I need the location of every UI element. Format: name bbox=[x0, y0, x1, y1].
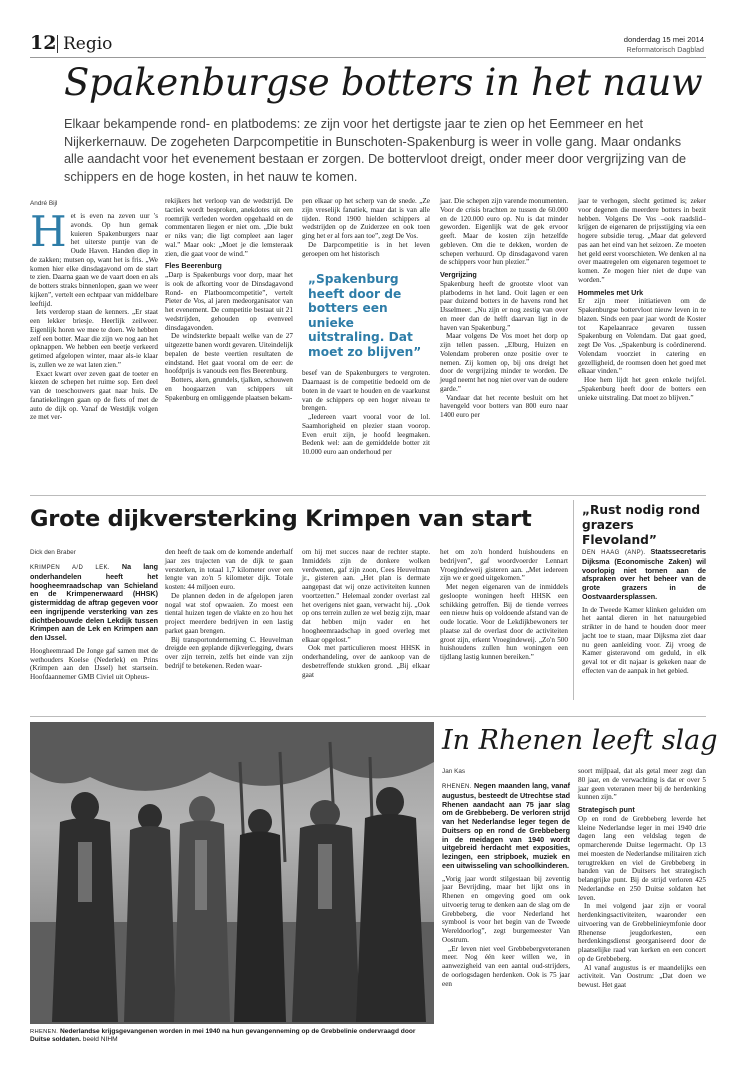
article1-lead: Elkaar bekampende rond- en platbodems: ze zijn voor het dertigste jaar te zien op het Eemmeer en het Nijkerkernauw. De zogeheten Darpcompetitie in Bunschoten-Spakenburg is weer in volle gang. Maar ondanks alle aandacht voor het evenement bestaan er zorgen. De bottervloot dreigt, onder meer door vergrijzing van de schippers en de hoge kosten, in het nauw te komen. bbox=[64, 117, 687, 184]
article1-subhead-hommeles-met-urk: Hommeles met Urk bbox=[578, 287, 644, 297]
article4-lead: Negen maanden lang, vanaf augustus, besteedt de Utrechtse stad Rhenen aandacht aan 75 jaar slag om de Grebbeberg. De verloren strijd van het Nederlandse leger tegen de Duitsers op en rond de Grebbeberg in de meidagen van 1940 wordt uitgebreid herdacht met exposities, lezingen, een stripboek, muziek en een uitwisseling van schoolkinderen. bbox=[442, 781, 571, 870]
article1-col1-p2: Iets verderop staan de kenners. „Er staat een lekker briesje. Heerlijk zeilweer. Eigenlijk horen we mee te doen. We hebben zelf een botter. Maar die zijn we nog aan het opknappen. We hebben een beetje verkeerd getimed afgelopen winter, maar als-ie klaar is, zullen we ze wat laten zien.” bbox=[30, 308, 158, 369]
article4-col2-p3: In mei volgend jaar zijn er vooral herdenkingsactiviteiten, waaronder een uitvoering van de Grebbelinieymfonie door Rhenense jeugdorkesten, een herdenkingsdienst georganiseerd door de plaatselijke raad van kerken en een concert op de Grebbeberg. bbox=[578, 902, 706, 963]
article2-col4-p2: Met negen eigenaren van de inmiddels gesloopte woningen heeft HHSK een schikking getroffen. Bij de tiende verrees een nieuw huis op voldoende afstand van de oude locatie. Voor de Lekdijkbewoners ter plaatse zal de overlast door de activiteiten groot zijn, erkent Vroegindeweij. „Zo'n 500 huishoudens zullen hun woningen een tijdlang lastig kunnen bereiken.” bbox=[440, 583, 568, 661]
article1-subhead-vergrijzing: Vergrijzing bbox=[440, 270, 477, 279]
article1-column-4 bbox=[440, 197, 568, 488]
article1-column-5 bbox=[578, 197, 706, 488]
article1-column-1 bbox=[30, 207, 158, 488]
article1-col2-p3: De windsterkte bepaalt welke van de 27 uitgezette banen wordt gevaren. Uiteindelijk bepalen de beste veertien resultaten de eindstand. Het gaat vooral om de eer: de hoofdprijs is vanouds een fles Beerenburg. bbox=[165, 332, 293, 376]
article4-col1-p3: „Er leven niet veel Grebbebergveteranen meer. Nog één keer willen we, in aanwezigheid van een aantal oud-strijders, de oorlogsdagen herdenken. Ook is 75 jaar een bbox=[442, 944, 570, 988]
section-rule-1 bbox=[30, 495, 706, 496]
article4-col2-p2: Op en rond de Grebbeberg leverde het kleine Nederlandse leger in mei 1940 drie dagen lang een veldslag tegen de opmarcherende Duitse legermacht. Op 13 mei moesten de Nederlandse militairen zich terugtrekken en viel de Grebbeberg in handen van de Duitsers het strategisch belangrijke punt. Bij de strijd verloren 425 Nederlandse en 250 Duitse soldaten het leven. bbox=[578, 814, 706, 902]
article1-column-3 bbox=[302, 197, 430, 488]
article2-col4-p1: het om zo'n honderd huishoudens en bedrijven”, gaf woordvoerder Lennart Vroegindeweij gisteren aan. „Met iedereen zijn we er goed uitgekomen.” bbox=[440, 548, 568, 583]
article1-subhead-fles-beerenburg: Fles Beerenburg bbox=[165, 261, 222, 271]
article2-column-1 bbox=[30, 562, 159, 681]
article2-dateline: KRIMPEN A/D LEK. bbox=[30, 565, 110, 571]
article1-col3-p4: „Iedereen vaart vooral voor de lol. Saamhorigheid en plezier staan voorop. Even eruit zijn, je hoofd leegmaken. Bedenk wel: aan de gemiddelde botter zit 10.000 euro aan onderhoud per bbox=[302, 413, 430, 456]
article3-dateline: DEN HAAG (ANP). bbox=[582, 550, 646, 556]
article4-column-1 bbox=[442, 782, 570, 1058]
article3-lead: Staatssecretaris Dijksma (Economische Zaken) wil voorlopig niet tornen aan de afspraken over het beheer van de grote grazers in de Oostvaardersplassen. bbox=[582, 547, 706, 601]
article1-headline: Spakenburgse botters in het nauw bbox=[64, 61, 703, 104]
article3-p2: In de Tweede Kamer klinken geluiden om het aantal dieren in het natuurgebied strikter in de hand te houden door meer jacht toe te staan, maar Dijksma ziet daar nu geen aanleiding voor. Zij vroeg de Kamer gisteravond om geduld, in elk geval tot er dit najaar is gekeken naar de effecten van de aanpak in het gebied. bbox=[582, 605, 706, 675]
article1-col2-p4: Botters, aken, grundels, tjalken, schouwen en hoogaarzen van schippers uit Spakenburg en omliggende plaatsen bekam- bbox=[165, 376, 293, 402]
header-rule bbox=[30, 57, 706, 58]
photo-caption-text: Nederlandse krijgsgevangenen worden in mei 1940 na hun gevangenneming op de Grebbelinie ondervraagd door Duitse soldaten. bbox=[30, 1028, 416, 1044]
article4-col1-p2: „Vorig jaar wordt stilgestaan bij zeventig jaar Bevrijding, maar het lijkt ons in Rhenen en omgeving goed om ook uitvoerig terug te denken aan de slag om de Grebbeberg, die voor Nederland het symbool is voor het begin van de Tweede Wereldoorlog”, zegt burgemeester Van Oostrum. bbox=[442, 874, 570, 944]
photo-caption-place: RHENEN. bbox=[30, 1029, 59, 1035]
article4-col2-p4: Al vanaf augustus is er maandelijks een activiteit. Van Oostrum: „Dat doen we bewust. Het gaat bbox=[578, 963, 706, 989]
photo-caption bbox=[30, 1028, 434, 1044]
section-label: Regio bbox=[63, 34, 113, 54]
drop-cap: H bbox=[30, 207, 67, 256]
photo-credit: beeld NIHM bbox=[82, 1036, 118, 1044]
article1-col4-p4: Vandaar dat het recente besluit om het havengeld voor botters van 800 euro naar 1400 euro per bbox=[440, 393, 568, 419]
article1-col5-p1: jaar te verhogen, slecht getimed is; zeker voor degenen die meerdere botters in bezit hebben. Volgens De Vos –ook raadslid– krijgen de eigenaren de prijsstijging via een hogere subsidie terug. „Maar dat geleverd pas aan het eind van het seizoen. Ze moeten het geld eerst voorschieten. We denken al na over maatregelen om eigenaren tegemoet te komen. Ze mogen hier niet de dupe van worden.” bbox=[578, 197, 706, 284]
article1-byline: André Bijl bbox=[30, 200, 58, 207]
pull-quote: „Spakenburg heeft door de botters een unieke uitstraling. Dat moet zo blijven” bbox=[308, 272, 422, 359]
header-divider bbox=[57, 35, 58, 53]
article1-col1-intro: et is even na zeven uur 's avonds. Op hun gemak kuieren Spakenburgers naar het uiterste puntje van de Oude Haven. Handen diep in de zakken; mutsen op, want het is fris. „We komen hier elke dinsdagavond om de start te zien. Daarna gaan we de vaart doen en als de botters straks binnenlopen, gaan we weer kijken”, vertelt een echtpaar van middelbare leeftijd. bbox=[30, 212, 158, 308]
article1-col3-p3: besef van de Spakenburgers te vergroten. Daarnaast is de competitie bedoeld om de boten in de vaart te houden en de vaarkunst van de schippers op een hoger niveau te brengen. bbox=[302, 369, 430, 413]
page-number: 12 bbox=[30, 32, 57, 54]
section-rule-2 bbox=[30, 716, 706, 717]
article2-column-2 bbox=[165, 548, 293, 673]
article1-col2-p2: „Darp is Spakenburgs voor dorp, maar het is ook de afkorting voor de Dinsdagavond Rond- en Platboomcompetitie”, vertelt Pieter de Vos, al jaren medeorganisator van het evenement. De competitie bestaat uit 21 wedstrijden, gehouden op evenveel dinsdagavonden. bbox=[165, 271, 293, 332]
article2-column-4 bbox=[440, 548, 568, 673]
article2-col2-p2: De plannen deden in de afgelopen jaren nogal wat stof opwaaien. Zo moest een tiental huizen tegen de vlakte en zo hou het project meerdere bedrijven in een lastig parket gaan brengen. bbox=[165, 591, 293, 635]
article3-headline: „Rust nodig rond grazers Flevoland” bbox=[582, 503, 701, 547]
article4-col2-p1: soort mijlpaal, dat als getal meer zegt dan 80 jaar, en de verwachting is dat er over 5 jaar geen veteranen meer bij de herdenking kunnen zijn.” bbox=[578, 767, 706, 802]
article1-col5-p3: Hoe hem lijdt het geen enkele twijfel. „Spakenburg heeft door de botters een unieke uitstraling. Dat moet zo blijven.” bbox=[578, 376, 706, 402]
article1-col2-p1: rekijkers het verloop van de wedstrijd. De tactiek wordt besproken, anekdotes uit een roemrijk verleden worden opgehaald en de commentaren liegen er niet om. „Die bukt er niks van; die ligt compleet aan lager wal.” Maar ook: „Moet je die lemsteraak zien, die gaat voor de wind.” bbox=[165, 197, 293, 258]
article2-col2-p1: den heeft de taak om de komende anderhalf jaar zes trajecten van de dijk te gaan versterken, in totaal 1,7 kilometer over een lengte van zo'n 5 kilometer dijk. Totale kosten: 44 miljoen euro. bbox=[165, 548, 293, 591]
article1-col4-p2: Spakenburg heeft de grootste vloot van platbodems in het land. Ooit lagen er een paar duizend botters in de havens rond het IJsselmeer. „Nu zijn er nog zestig van over en meer dan de helft daarvan ligt in de haven van Spakenburg.” bbox=[440, 279, 568, 332]
article3-body bbox=[582, 548, 706, 698]
article1-column-2 bbox=[165, 197, 293, 488]
article4-byline: Jan Kas bbox=[442, 768, 466, 775]
article1-col5-p2: Er zijn meer initiatieven om de Spakenburgse bottervloot nieuw leven in te blazen. Sinds een paar jaar wordt de Koster tot Kapelaanrace gevaren tussen Spakenburg en Volendam. Dat gaat goed, zegt De Vos. „Spakenburg is coördinerend. Volendam voorziet in catering en gezelligheid, de roomsen doen het goed met elkaar vinden.” bbox=[578, 297, 706, 376]
article4-dateline: RHENEN. bbox=[442, 784, 472, 790]
article2-lead: Na lang onderhandelen heeft het hoogheemraadschap van Schieland en de Krimpenerwaard (HHSK) gistermiddag de aftrap gegeven voor een ingrijpende versterking van zes dichtbebouwde delen Lekdijk tussen Krimpen aan de Lek en Krimpen aan den IJssel. bbox=[30, 562, 159, 642]
newspaper-name: Reformatorisch Dagblad bbox=[626, 45, 704, 54]
article2-byline: Dick den Braber bbox=[30, 549, 76, 556]
article2-col1-p2: Hoogheemraad De Jonge gaf samen met de wethouders Koelse (Nederlek) en Prins (Krimpen aan den IJssel) het startsein. Hoofdaannemer GMB Civiel uit Opheus- bbox=[30, 646, 158, 681]
article1-col3-p2: De Darpcompetitie is in het leven geroepen om het historisch bbox=[302, 240, 430, 258]
historical-photo bbox=[30, 722, 434, 1024]
publication-date: donderdag 15 mei 2014 bbox=[623, 35, 704, 44]
article2-headline: Grote dijkversterking Krimpen van start bbox=[30, 506, 532, 532]
article2-col3-p1: om hij met succes naar de rechter stapte. Inmiddels zijn de donkere wolken verdwenen, gaf zijn zoon, Cees Heuvelman jr., gisteren aan. „Het plan is dermate aangepast dat wij onze activiteiten kunnen voortzetten.” Helemaal zonder overlast zal het overigens niet gaan, verwacht hij. „Ook op ons terrein zullen ze wel bezig zijn, maar dat hebben mijn vader en het hoogheemraadschap in goed overleg met elkaar opgelost.” bbox=[302, 548, 430, 644]
article4-column-2 bbox=[578, 767, 706, 1058]
article4-subhead-strategisch-punt: Strategisch punt bbox=[578, 805, 635, 814]
article2-col3-p2: Ook met particulieren moest HHSK in onderhandeling, over de aankoop van de desbetreffende stukken grond. „Bij elkaar gaat bbox=[302, 644, 430, 679]
article1-col1-p3: Exact kwart over zeven gaat de toeter en kiezen de schepen het ruime sop. Een deel van de toeschouwers gaat naar huis. De fanatiekelingen gaan op de fiets of met de auto de dijk op. Vanaf de Westdijk volgen ze met ver- bbox=[30, 369, 158, 422]
article2-col2-p3: Bij transportonderneming C. Heuvelman dreigde een geplande dijkverlegging, dwars over zijn terrein, zelfs het einde van zijn bedrijf te betekenen. Reden waar- bbox=[165, 635, 293, 670]
article1-col4-p3: Maar volgens De Vos moet het dorp op zijn tellen passen. „Elburg, Huizen en Volendam proberen onze positie over te nemen. Zij komen op, bij ons dreigt het door de vergrijzing minder te worden. De jeugd neemt het nog niet over van de oudere garde.” bbox=[440, 332, 568, 393]
article4-headline: In Rhenen leeft slag bbox=[442, 725, 718, 756]
article1-col3-p1: pen elkaar op het scherp van de snede. „Ze zijn vreselijk fanatiek, maar dat is van alle tijden. Rond 1900 hielden schippers al wedstrijden op de Zuiderzee en ook toen ging het er al fors aan toe”, zegt De Vos. bbox=[302, 197, 430, 240]
article2-column-3 bbox=[302, 548, 430, 679]
column-rule-grazers bbox=[573, 500, 574, 700]
article1-col4-p1: jaar. Die schepen zijn varende monumenten. Voor de crisis brachten ze tussen de 60.000 en de 120.000 euro op. Nu is dat minder geworden. Eigenlijk wat de gek ervoor geeft. Maar de kosten zijn hetzelfde gebleven. Om die te dekken, worden de schepen verhuurd. Op dinsdagavond varen de schippers voor hun plezier.” bbox=[440, 197, 568, 267]
soldiers-photo-image bbox=[30, 722, 434, 1024]
